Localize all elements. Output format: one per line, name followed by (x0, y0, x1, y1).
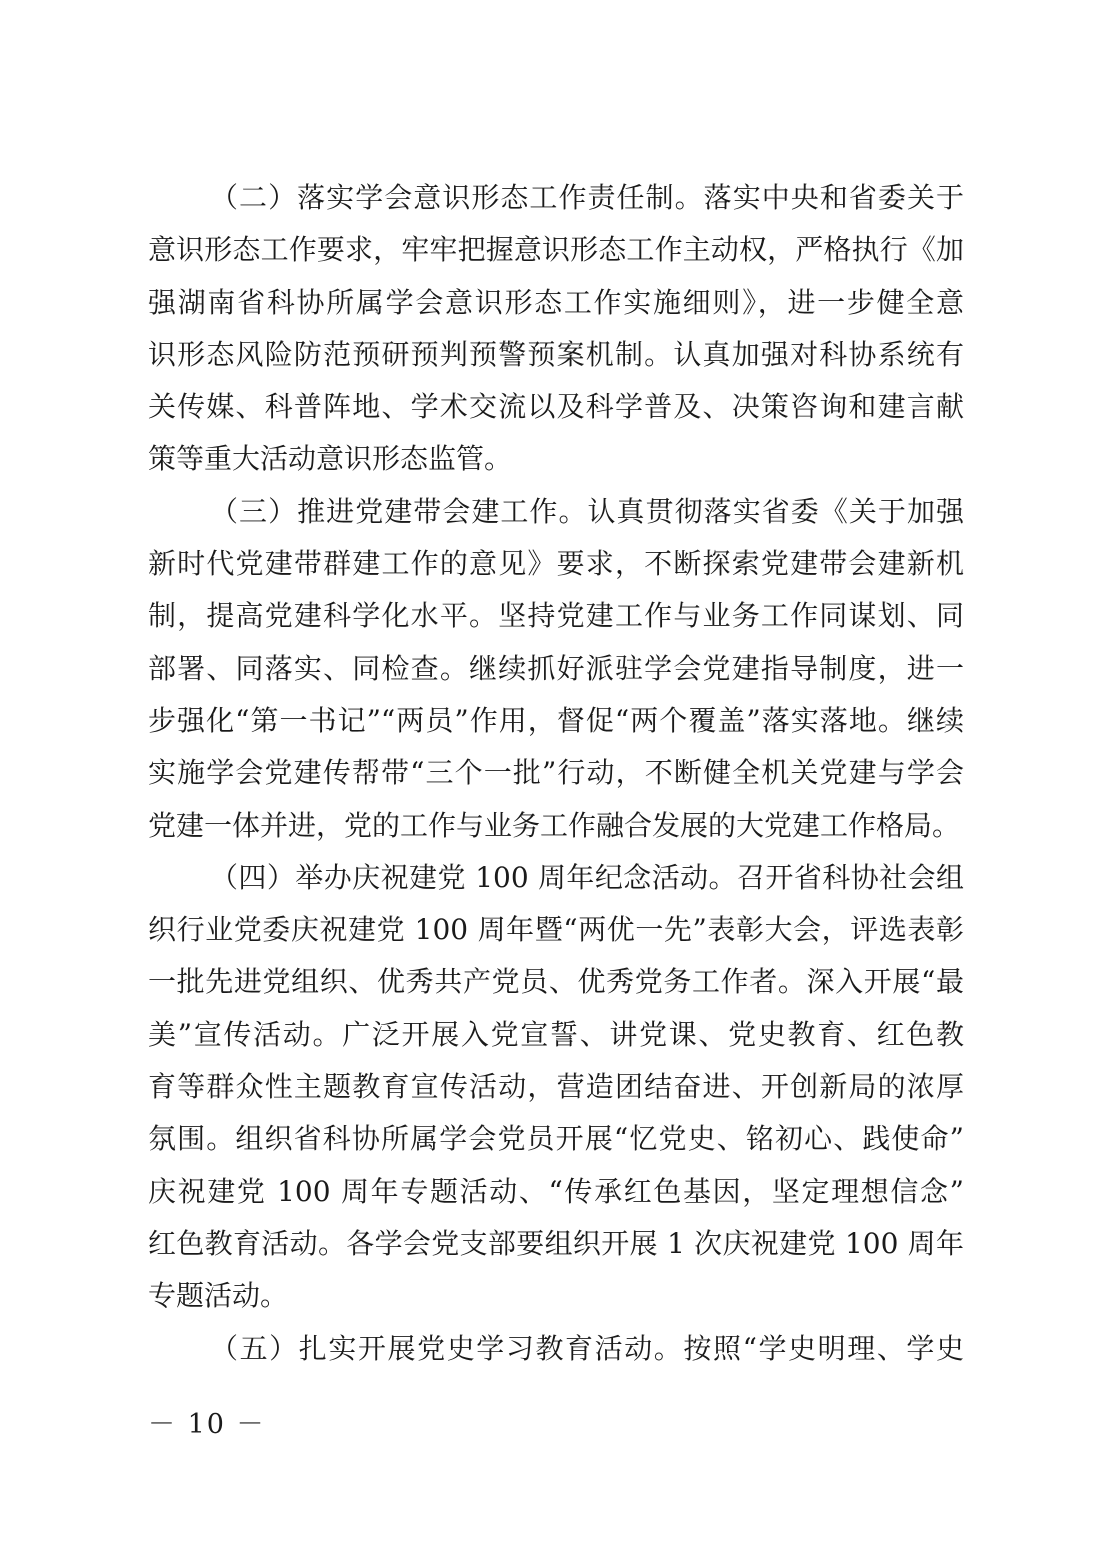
paragraph-2-line: 关传媒、科普阵地、学术交流以及科学普及、决策咨询和建言献 (148, 390, 964, 424)
paragraph-2-heading-line: （二）落实学会意识形态工作责任制。落实中央和省委关于 (210, 181, 964, 214)
paragraph-4-line: 专题活动。 (148, 1279, 289, 1313)
paragraph-3-line: 部署、同落实、同检查。继续抓好派驻学会党建指导制度，进一 (148, 651, 964, 685)
document-body (148, 172, 964, 1375)
paragraph-4-line: 美”宣传活动。广泛开展入党宣誓、讲党课、党史教育、红色教 (148, 1017, 964, 1051)
paragraph-2-line: 强湖南省科协所属学会意识形态工作实施细则》，进一步健全意 (148, 285, 964, 319)
paragraph-3-line: 新时代党建带群建工作的意见》要求，不断探索党建带会建新机 (148, 547, 964, 581)
paragraph-4-line: 育等群众性主题教育宣传活动，营造团结奋进、开创新局的浓厚 (148, 1070, 964, 1104)
page-number: － 10 － (148, 1409, 266, 1440)
paragraph-3-line: 党建一体并进，党的工作与业务工作融合发展的大党建工作格局。 (148, 808, 961, 842)
paragraph-3-line: 步强化“第一书记”“两员”作用，督促“两个覆盖”落实落地。继续 (148, 703, 964, 737)
paragraph-4-line: 庆祝建党 100 周年专题活动、“传承红色基因，坚定理想信念” (148, 1174, 964, 1208)
paragraph-3-line: 实施学会党建传帮带“三个一批”行动，不断健全机关党建与学会 (148, 756, 964, 790)
paragraph-4-line: 氛围。组织省科协所属学会党员开展“忆党史、铭初心、践使命” (148, 1122, 964, 1156)
paragraph-2-line: 意识形态工作要求，牢牢把握意识形态工作主动权，严格执行《加 (148, 233, 964, 267)
paragraph-2-line: 识形态风险防范预研预判预警预案机制。认真加强对科协系统有 (148, 337, 964, 371)
paragraph-4-heading-line: （四）举办庆祝建党 100 周年纪念活动。召开省科协社会组 (210, 860, 964, 894)
paragraph-4-line: 红色教育活动。各学会党支部要组织开展 1 次庆祝建党 100 周年 (148, 1226, 964, 1260)
paragraph-5-heading-line: （五）扎实开展党史学习教育活动。按照“学史明理、学史 (210, 1331, 964, 1365)
paragraph-3-heading-line: （三）推进党建带会建工作。认真贯彻落实省委《关于加强 (210, 494, 964, 528)
paragraph-2-line: 策等重大活动意识形态监管。 (148, 442, 513, 476)
paragraph-3-line: 制，提高党建科学化水平。坚持党建工作与业务工作同谋划、同 (148, 599, 964, 633)
paragraph-4-line: 织行业党委庆祝建党 100 周年暨“两优一先”表彰大会，评选表彰 (148, 913, 964, 947)
paragraph-4-line: 一批先进党组织、优秀共产党员、优秀党务工作者。深入开展“最 (148, 965, 964, 999)
